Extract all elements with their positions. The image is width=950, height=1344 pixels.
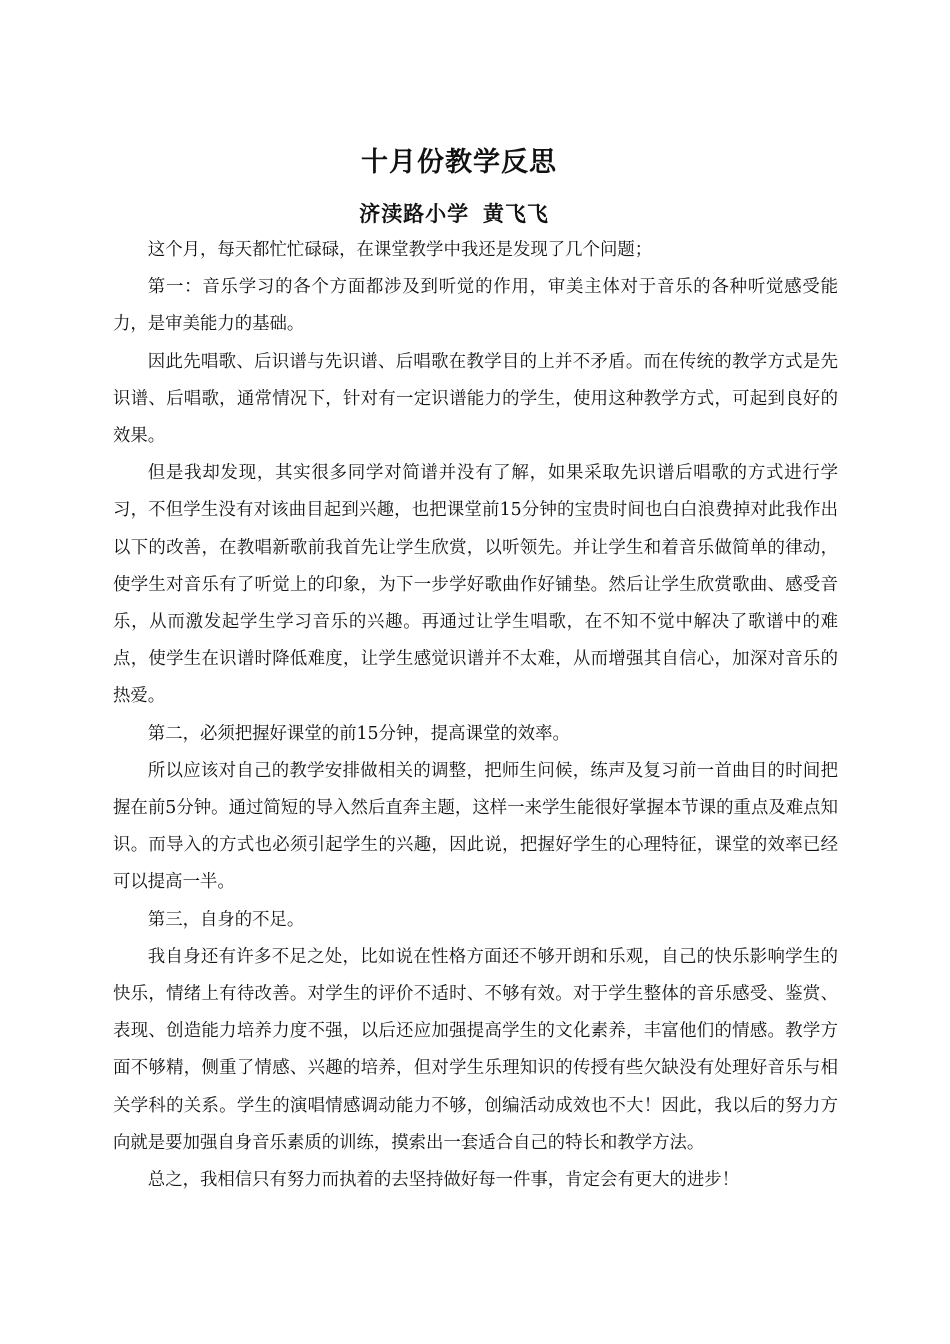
paragraph-improvement: 但是我却发现，其实很多同学对简谱并没有了解，如果采取先识谱后唱歌的方式进行学习，不但学生没有对该曲目起到兴趣，也把课堂前15分钟的宝贵时间也白白浪费掉对此我作出以下的改善，在教唱新歌前我首先让学生欣赏，以听领先。并让学生和着音乐做简单的律动，使学生对音乐有了听觉上的印象，为下一步学好歌曲作好铺垫。然后让学生欣赏歌曲、感受音乐，从而激发起学生学习音乐的兴趣。再通过让学生唱歌，在不知不觉中解决了歌谱中的难点，使学生在识谱时降低难度，让学生感觉识谱并不太难，从而增强其自信心，加深对音乐的热爱。 [113,463,838,707]
document-title: 十月份教学反思 [361,147,557,178]
paragraph-point-two: 第二，必须把握好课堂的前15分钟，提高课堂的效率。 [147,723,570,744]
paragraph-point-three: 第三，自身的不足。 [147,909,305,930]
document-author: 济渎路小学 黄飞飞 [359,202,549,226]
paragraph-teaching-order: 因此先唱歌、后识谱与先识谱、后唱歌在教学目的上并不矛盾。而在传统的教学方式是先识谱、后唱歌，通常情况下，针对有一定识谱能力的学生，使用这种教学方式，可起到良好的效果。 [113,351,838,447]
paragraph-adjustment: 所以应该对自己的教学安排做相关的调整，把师生问候，练声及复习前一首曲目的时间把握在前5分钟。通过简短的导入然后直奔主题，这样一来学生能很好掌握本节课的重点及难点知识。而导入的方式也必须引起学生的兴趣，因此说，把握好学生的心理特征，课堂的效率已经可以提高一半。 [113,760,838,893]
paragraph-shortcomings: 我自身还有许多不足之处，比如说在性格方面还不够开朗和乐观，自己的快乐影响学生的快乐，情绪上有待改善。对学生的评价不适时、不够有效。对于学生整体的音乐感受、鉴赏、表现、创造能力培养力度不强，以后还应加强提高学生的文化素养，丰富他们的情感。教学方面不够精，侧重了情感、兴趣的培养，但对学生乐理知识的传授有些欠缺没有处理好音乐与相关学科的关系。学生的演唱情感调动能力不够，创编活动成效也不大！因此，我以后的努力方向就是要加强自身音乐素质的训练，摸索出一套适合自己的特长和教学方法。 [113,946,838,1153]
document-body [113,232,838,1199]
paragraph-point-one: 第一：音乐学习的各个方面都涉及到听觉的作用，审美主体对于音乐的各种听觉感受能力，是审美能力的基础。 [113,277,838,335]
paragraph-conclusion: 总之，我相信只有努力而执着的去坚持做好每一件事，肯定会有更大的进步！ [147,1170,740,1191]
paragraph-intro: 这个月，每天都忙忙碌碌，在课堂教学中我还是发现了几个问题； [147,240,653,260]
